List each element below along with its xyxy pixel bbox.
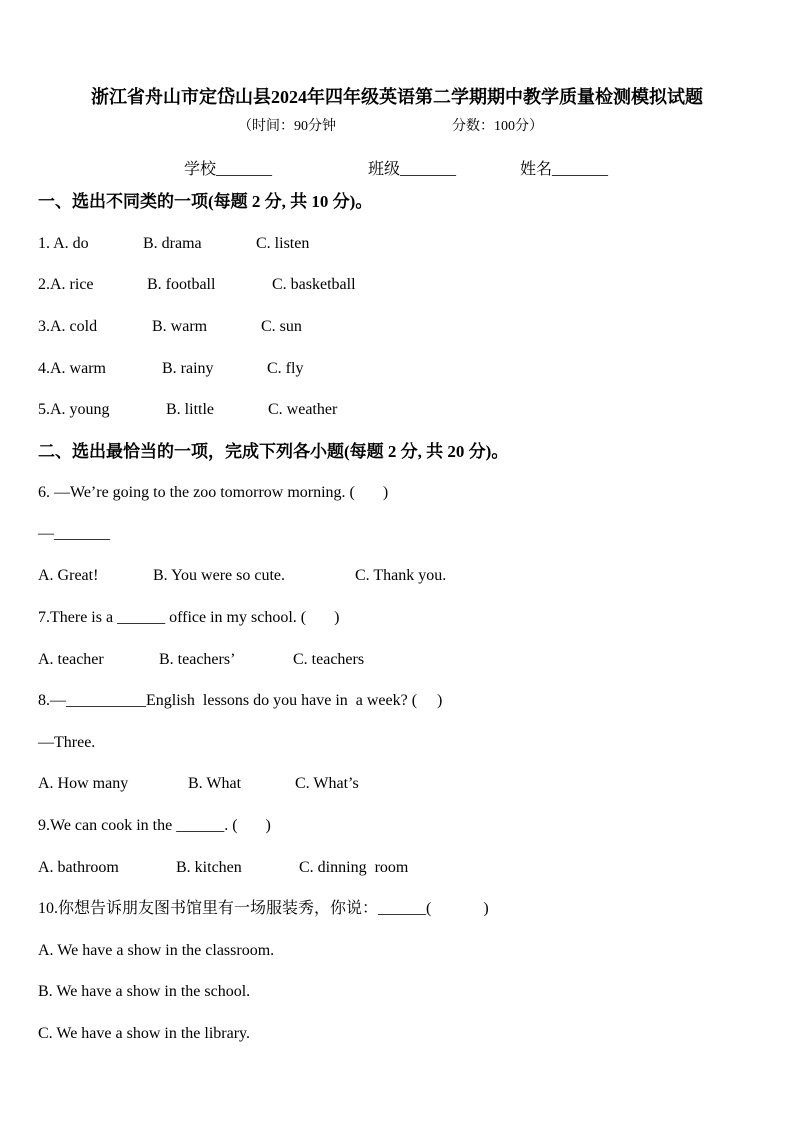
q9-option-a: A. bathroom	[38, 859, 119, 876]
q8-reply: —Three.	[38, 734, 96, 751]
q10-option-c: C. We have a show in the library.	[38, 1025, 250, 1042]
q7-stem: 7.There is a ______ office in my school. ( )	[38, 609, 340, 626]
q2-option-b: B. football	[147, 276, 216, 293]
q5-option-c: C. weather	[268, 401, 338, 418]
q10-option-b: B. We have a show in the school.	[38, 983, 251, 1000]
q10-option-a: A. We have a show in the classroom.	[38, 942, 275, 959]
q3-option-a: 3.A. cold	[38, 318, 98, 335]
exam-score: 分数：100分）	[452, 119, 543, 134]
class-field: 班级_______	[368, 161, 457, 178]
q7-option-c: C. teachers	[293, 651, 365, 668]
q2-option-a: 2.A. rice	[38, 276, 94, 293]
q6-option-c: C. Thank you.	[355, 567, 447, 584]
q8-option-c: C. What’s	[295, 775, 359, 792]
q2-option-c: C. basketball	[272, 276, 356, 293]
section1-heading: 一、选出不同类的一项(每题 2 分, 共 10 分)。	[38, 192, 373, 211]
q7-option-b: B. teachers’	[159, 651, 236, 668]
name-field: 姓名_______	[520, 161, 609, 178]
exam-time: （时间：90分钟	[238, 119, 336, 134]
q1-option-a: 1. A. do	[38, 235, 89, 252]
q9-stem: 9.We can cook in the ______. ( )	[38, 817, 271, 834]
q8-option-a: A. How many	[38, 775, 129, 792]
exam-title: 浙江省舟山市定岱山县2024年四年级英语第二学期期中教学质量检测模拟试题	[91, 87, 703, 107]
q3-option-b: B. warm	[152, 318, 208, 335]
q6-stem: 6. —We’re going to the zoo tomorrow morning. ( )	[38, 484, 389, 501]
q4-option-c: C. fly	[267, 360, 304, 377]
q6-option-a: A. Great!	[38, 567, 99, 584]
q7-option-a: A. teacher	[38, 651, 104, 668]
q9-option-b: B. kitchen	[176, 859, 242, 876]
q1-option-c: C. listen	[256, 235, 310, 252]
section2-heading: 二、选出最恰当的一项，完成下列各小题(每题 2 分, 共 20 分)。	[38, 442, 509, 461]
q6-option-b: B. You were so cute.	[153, 567, 285, 584]
q8-option-b: B. What	[188, 775, 242, 792]
q10-stem: 10.你想告诉朋友图书馆里有一场服装秀，你说：______( )	[38, 900, 489, 917]
q5-option-a: 5.A. young	[38, 401, 110, 418]
q9-option-c: C. dinning room	[299, 859, 409, 876]
q1-option-b: B. drama	[143, 235, 202, 252]
q8-stem: 8.—__________English lessons do you have in a week? ( )	[38, 692, 443, 709]
q4-option-a: 4.A. warm	[38, 360, 106, 377]
school-field: 学校_______	[184, 161, 273, 178]
q5-option-b: B. little	[166, 401, 214, 418]
q3-option-c: C. sun	[261, 318, 302, 335]
q4-option-b: B. rainy	[162, 360, 214, 377]
q6-reply: —_______	[38, 525, 110, 542]
